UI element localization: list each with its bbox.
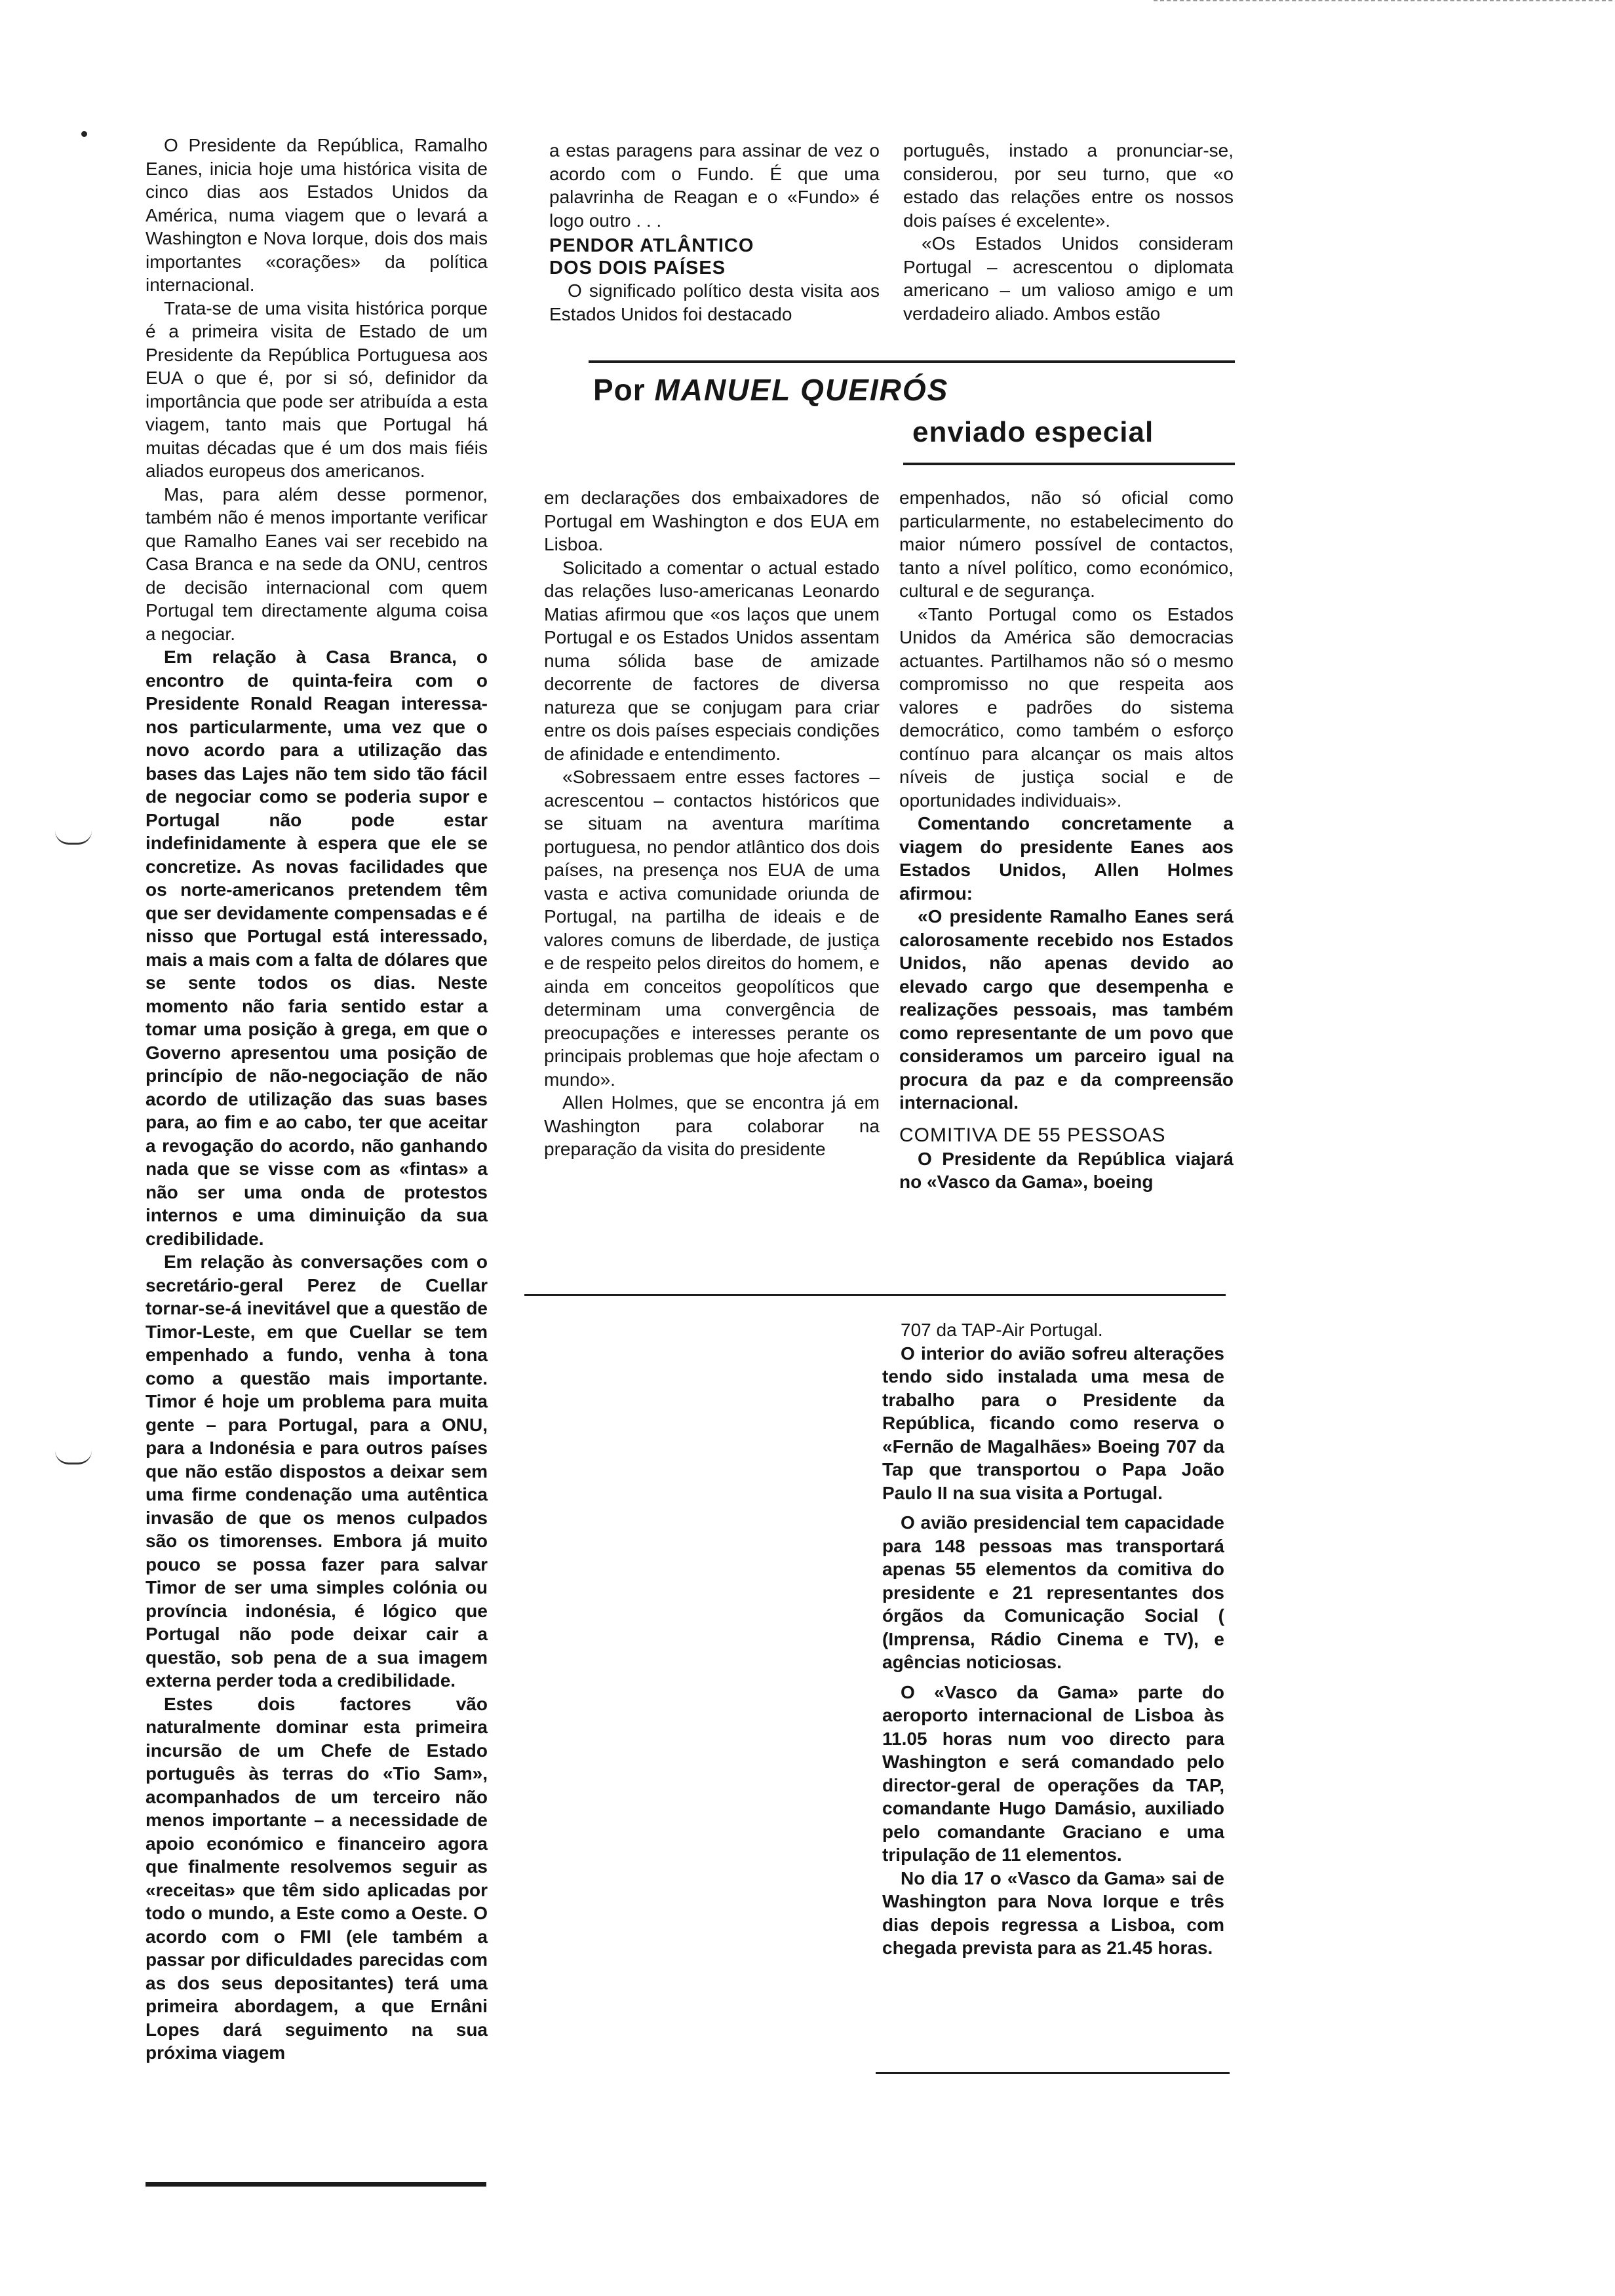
paragraph: português, instado a pronunciar-se, considerou, por seu turno, que «o estado das relações entre os nossos dois países é excelente». (903, 140, 1234, 231)
paragraph: O significado político desta visita aos Estados Unidos foi destacado (549, 280, 880, 324)
paragraph: Mas, para além desse pormenor, também não é menos importante verificar que Ramalho Eanes vai ser recebido na Casa Branca e na sede da ONU, centros de decisão internacional com quem Portugal tem directamente alguma coisa a negociar. (146, 484, 488, 644)
paragraph: O Presidente da República, Ramalho Eanes, inicia hoje uma histórica visita de cinco dias aos Estados Unidos da América, numa viagem que o levará a Washington e Nova Iorque, dois dos mais importantes «corações» da política internacional. (146, 135, 488, 295)
paragraph: O Presidente da República viajará no «Vasco da Gama», boeing (899, 1148, 1234, 1192)
article-column-3-final (882, 1318, 1224, 1960)
section-divider-rule (524, 1294, 1226, 1296)
paragraph: Em relação à Casa Branca, o encontro de quinta-feira com o Presidente Ronald Reagan interessa-nos particularmente, uma vez que o novo acordo para a utilização das bases das Lajes não tem sido tão fácil de negociar como se poderia supor e Portugal não pode estar indefinidamente à espera que ele se concretize. As novas facilidades que os norte-americanos pretendem têm que ser devidamente compensadas e é nisso que Portugal está interessado, mais a mais com a falta de dólares que se sente todos os dias. Neste momento não faria sentido estar a tomar uma posição à grega, em que o Governo apresentou uma posição de princípio de não-negociação de não acordo de utilização das suas bases para, ao fim e ao cabo, ter que aceitar a revogação do acordo, não ganhando nada que se visse com as «fintas» a não ser uma onda de protestos internos e uma diminuição da sua credibilidade. (146, 647, 488, 1249)
article-column-2-top (549, 139, 880, 326)
byline-prefix: Por (593, 373, 646, 407)
paragraph: empenhados, não só oficial como particularmente, no estabelecimento do maior número possível de contactos, tanto a nível político, como económico, cultural e de segurança. (899, 488, 1234, 601)
byline (593, 372, 948, 408)
subhead-comitiva: COMITIVA DE 55 PESSOAS (899, 1124, 1166, 1146)
margin-bracket-top (55, 831, 92, 845)
article-end-rule (876, 2072, 1230, 2074)
paragraph: Solicitado a comentar o actual estado das relações luso-americanas Leonardo Matias afirmou que «os laços que unem Portugal e os Estados Unidos assentam numa sólida base de amizade decorrente de factores de diversa natureza que se conjugam para criar entre os dois países especiais condições de afinidade e entendimento. (544, 557, 880, 764)
paragraph: «Sobressaem entre esses factores – acrescentou – contactos históricos que se situam na aventura marítima portuguesa, no pendor atlântico dos dois países, na presença nos EUA de uma vasta e activa comunidade oriunda de Portugal, na partilha de ideais e de valores comuns de liberdade, de justiça e de respeito pelos direitos do homem, e ainda em conceitos geopolíticos que determinam uma convergência de preocupações e interesses perante os principais problemas que hoje afectam o mundo». (544, 767, 880, 1090)
byline-role: enviado especial (912, 416, 1154, 448)
paragraph: O avião presidencial tem capacidade para 148 pessoas mas transportará apenas 55 elementos da comitiva do presidente e 21 representantes dos órgãos da Comunicação Social ( (Imprensa, Rádio Cinema e TV), e agências noticiosas. (882, 1512, 1224, 1672)
paragraph: «O presidente Ramalho Eanes será calorosamente recebido nos Estados Unidos, não apenas devido ao elevado cargo que desempenha e realizações pessoais, mas também como representante de um povo que consideramos um parceiro igual na procura da paz e da compreensão internacional. (899, 906, 1234, 1113)
paragraph: O interior do avião sofreu alterações tendo sido instalada uma mesa de trabalho para o Presidente da República, ficando como reserva o «Fernão de Magalhães» Boeing 707 da Tap que transportou o Papa João Paulo II na sua visita a Portugal. (882, 1343, 1224, 1503)
paragraph: «Tanto Portugal como os Estados Unidos da América são democracias actuantes. Partilhamos não só o mesmo compromisso no que respeita aos valores e padrões do sistema democrático, como também o esforço contínuo para alcançar os mais altos níveis de justiça social e de oportunidades individuais». (899, 603, 1234, 811)
article-column-3-bottom (899, 486, 1234, 1194)
margin-dot (81, 131, 87, 137)
paragraph: No dia 17 o «Vasco da Gama» sai de Washington para Nova Iorque e três dias depois regressa a Lisboa, com chegada prevista para as 21.45 horas. (882, 1867, 1224, 1958)
margin-bracket-bottom (55, 1451, 92, 1464)
paragraph: a estas paragens para assinar de vez o acordo com o Fundo. É que uma palavrinha de Reagan e o «Fundo» é logo outro . . . (549, 140, 880, 231)
paragraph: «Os Estados Unidos consideram Portugal – acrescentou o diplomata americano – um valioso amigo e um verdadeiro aliado. Ambos estão (903, 233, 1234, 324)
paragraph: O «Vasco da Gama» parte do aeroporto internacional de Lisboa às 11.05 horas num voo directo para Washington e será comandado pelo director-geral de operações da TAP, comandante Hugo Damásio, auxiliado pelo comandante Graciano e uma tripulação de 11 elementos. (882, 1681, 1224, 1865)
paragraph: 707 da TAP-Air Portugal. (901, 1320, 1103, 1340)
paragraph: Trata-se de uma visita histórica porque é a primeira visita de Estado de um Presidente da República Portuguesa aos EUA o que é, por si só, definidor da importância que pode ser atribuída a esta viagem, tanto mais que Portugal há muitas décadas que é um dos mais fiéis aliados europeus dos americanos. (146, 297, 488, 481)
byline-top-rule (589, 360, 1235, 363)
byline-author: MANUEL QUEIRÓS (654, 373, 949, 407)
paragraph: Estes dois factores vão naturalmente dominar esta primeira incursão de um Chefe de Estado português às terras do «Tio Sam», acompanhados de um terceiro não menos importante – a necessidade de apoio económico e financeiro agora que finalmente resolvemos seguir as «receitas» que têm sido aplicadas por todo o mundo, a Este como a Oeste. O acordo com o FMI (ele também a passar por dificuldades parecidas com as dos seus depositantes) terá uma primeira abordagem, a que Ernâni Lopes dará seguimento na sua próxima viagem (146, 1693, 488, 2063)
paragraph: Comentando concretamente a viagem do presidente Eanes aos Estados Unidos, Allen Holmes afirmou: (899, 813, 1234, 904)
subhead-pendor: PENDOR ATLÂNTICO DOS DOIS PAÍSES (549, 235, 754, 278)
article-column-2-bottom (544, 486, 880, 1161)
column-1-end-rule (146, 2182, 486, 2187)
corner-scan-mark (1154, 0, 1612, 3)
paragraph: Em relação às conversações com o secretário-geral Perez de Cuellar tornar-se-á inevitável que a questão de Timor-Leste, em que Cuellar se tem empenhado a fundo, venha à tona como a questão mais importante. Timor é hoje um problema para muita gente – para Portugal, para a ONU, para a Indonésia e para outros países que não estão dispostos a deixar sem uma firme condenação uma autêntica invasão de que os menos culpados são os timorenses. Embora já muito pouco se possa fazer para salvar Timor de ser uma simples colónia ou província indonésia, é lógico que Portugal não pode deixar cair a questão, sob pena de a sua imagem externa perder toda a credibilidade. (146, 1252, 488, 1691)
paragraph: Allen Holmes, que se encontra já em Washington para colaborar na preparação da visita do presidente (544, 1092, 880, 1159)
article-column-1 (146, 134, 488, 2065)
byline-bottom-rule (903, 463, 1235, 465)
article-column-3-top (903, 139, 1234, 325)
paragraph: em declarações dos embaixadores de Portugal em Washington e dos EUA em Lisboa. (544, 488, 880, 554)
